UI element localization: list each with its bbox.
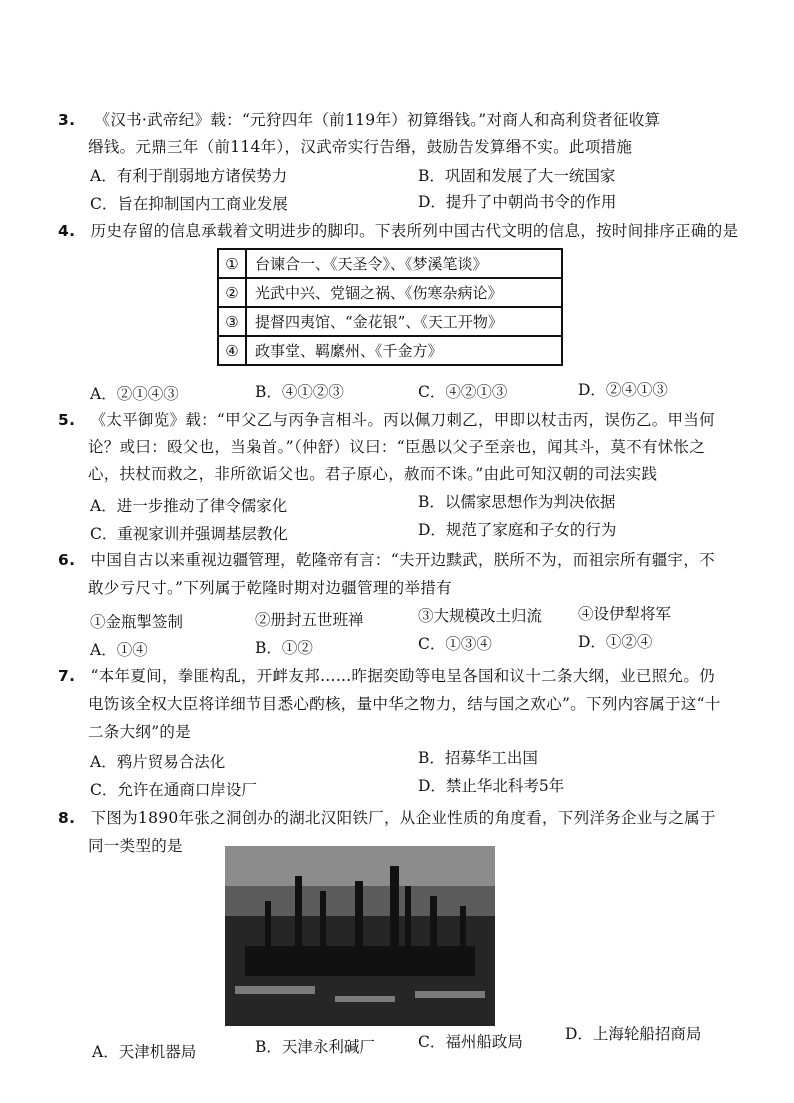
q8-option-a: A．天津机器局 [92, 1043, 197, 1061]
q6-option-d: D．①②④ [578, 633, 653, 651]
q4-row-1-text: 台谏合一、《天圣令》、《梦溪笔谈》 [246, 249, 562, 278]
q7-stem-line-2: 电饬该全权大臣将详细节目悉心酌核，量中华之物力，结与国之欢心”。下列内容属于这“十 [88, 695, 721, 713]
q7-line-1 [58, 664, 715, 686]
q4-stem-line-1: 历史存留的信息承载着文明进步的脚印。下表所列中国古代文明的信息，按时间排序正确的是 [90, 222, 739, 240]
q6-item-3: ③大规模改土归流 [418, 607, 543, 625]
q5-number: 5. [58, 411, 76, 429]
q5-stem-line-3: 心，扶杖而救之，非所欲诟父也。君子原心，赦而不诛。”由此可知汉朝的司法实践 [88, 465, 658, 483]
q7-stem-line-1: “本年夏间，拳匪构乱，开衅友邦……昨据奕劻等电呈各国和议十二条大纲，业已照允。仍 [90, 667, 715, 685]
table-row [218, 336, 562, 365]
q6-item-4: ④设伊犁将军 [578, 605, 672, 623]
q4-info-table [217, 248, 563, 366]
q6-option-b: B．①② [255, 639, 313, 657]
q4-row-4-text: 政事堂、羁縻州、《千金方》 [246, 336, 562, 365]
q8-line-1 [58, 806, 716, 828]
q8-option-c: C．福州船政局 [418, 1033, 523, 1051]
q3-option-b: B．巩固和发展了大一统国家 [418, 167, 616, 185]
q7-number: 7. [58, 667, 76, 685]
q6-stem-line-1: 中国自古以来重视边疆管理，乾隆帝有言：“夫开边黩武，朕所不为，而祖宗所有疆宇，不 [90, 551, 715, 569]
q6-item-2: ②册封五世班禅 [255, 611, 364, 629]
q6-number: 6. [58, 551, 76, 569]
q5-option-b: B．以儒家思想作为判决依据 [418, 493, 616, 511]
q7-option-a: A．鸦片贸易合法化 [90, 753, 226, 771]
table-row [218, 249, 562, 278]
q4-row-2-text: 光武中兴、党锢之祸、《伤寒杂病论》 [246, 278, 562, 307]
hanyang-ironworks-photo [225, 846, 495, 1026]
q3-stem-line-2: 缗钱。元鼎三年（前114年），汉武帝实行告缗，鼓励告发算缗不实。此项措施 [88, 138, 633, 156]
q6-stem-line-2: 敢少亏尺寸。”下列属于乾隆时期对边疆管理的举措有 [88, 579, 452, 597]
q5-option-d: D．规范了家庭和子女的行为 [418, 521, 617, 539]
q4-option-c: C．④②①③ [418, 383, 508, 401]
table-row [218, 278, 562, 307]
q4-row-3-number: ③ [218, 307, 246, 336]
table-row [218, 307, 562, 336]
q4-row-3-text: 提督四夷馆、“金花银”、《天工开物》 [246, 307, 562, 336]
q8-stem-line-2: 同一类型的是 [88, 837, 183, 855]
q5-stem-line-1: 《太平御览》载：“甲父乙与丙争言相斗。丙以佩刀刺乙，甲即以杖击丙，误伤乙。甲当何 [90, 411, 715, 429]
q7-option-b: B．招募华工出国 [418, 749, 538, 767]
q4-row-4-number: ④ [218, 336, 246, 365]
q6-item-1: ①金瓶掣签制 [90, 613, 184, 631]
q8-option-b: B．天津永利碱厂 [255, 1038, 375, 1056]
q4-row-2-number: ② [218, 278, 246, 307]
q6-option-a: A．①④ [90, 641, 148, 659]
q3-number: 3. [58, 111, 76, 129]
q6-line-1 [58, 548, 715, 570]
q3-stem-line-1: 《汉书·武帝纪》载：“元狩四年（前119年）初算缗钱。”对商人和高利贷者征收算 [94, 111, 661, 129]
q4-row-1-number: ① [218, 249, 246, 278]
q7-option-c: C．允许在通商口岸设厂 [90, 781, 257, 799]
q6-option-c: C．①③④ [418, 635, 492, 653]
q3-option-a: A．有利于削弱地方诸侯势力 [90, 167, 288, 185]
q8-option-d: D．上海轮船招商局 [565, 1025, 702, 1043]
q5-stem-line-2: 论？或曰：殴父也，当枭首。”（仲舒）议曰：“臣愚以父子至亲也，闻其斗，莫不有怵怅之 [88, 438, 706, 456]
q3-option-c: C．旨在抑制国内工商业发展 [90, 195, 288, 213]
q5-option-a: A．进一步推动了律令儒家化 [90, 497, 288, 515]
q8-stem-line-1: 下图为1890年张之洞创办的湖北汉阳铁厂，从企业性质的角度看，下列洋务企业与之属于 [90, 809, 716, 827]
q4-option-a: A．②①④③ [90, 385, 179, 403]
q4-option-b: B．④①②③ [255, 383, 344, 401]
q5-option-c: C．重视家训并强调基层教化 [90, 525, 288, 543]
q3-option-d: D．提升了中朝尚书令的作用 [418, 193, 617, 211]
q3-line-1 [58, 108, 660, 130]
q4-line-1 [58, 219, 738, 241]
q7-stem-line-3: 二条大纲”的是 [88, 723, 192, 741]
q4-option-d: D．②④①③ [578, 381, 668, 399]
q4-number: 4. [58, 222, 76, 240]
q8-number: 8. [58, 809, 76, 827]
q7-option-d: D．禁止华北科考5年 [418, 777, 565, 795]
q5-line-1 [58, 408, 715, 430]
